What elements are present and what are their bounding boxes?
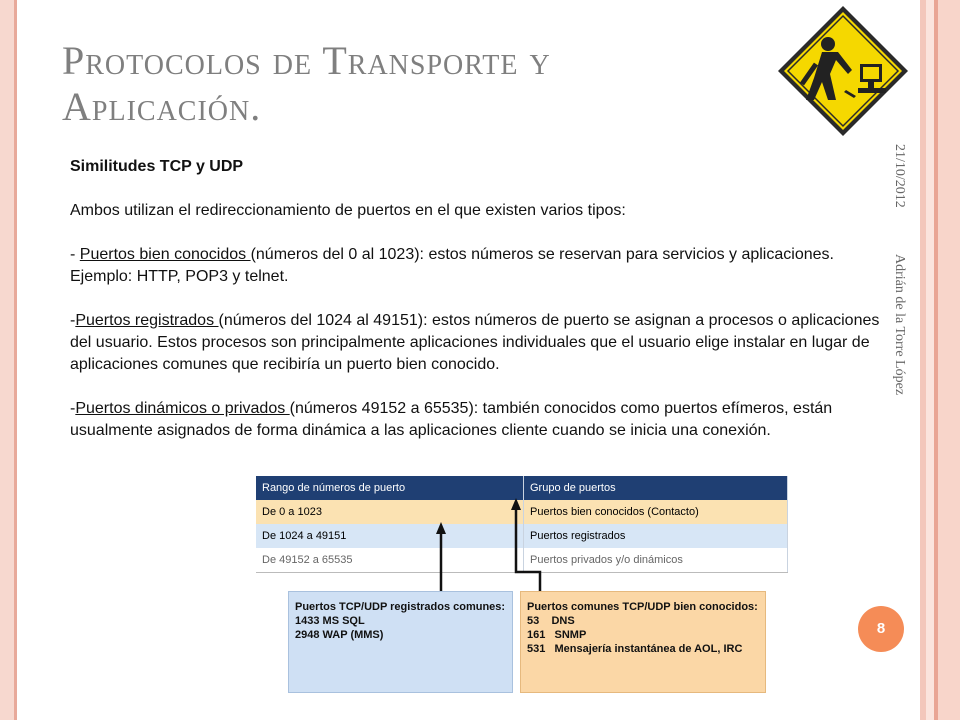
table-cell: Puertos bien conocidos (Contacto): [524, 500, 788, 524]
registered-box-line: 2948 WAP (MMS): [295, 629, 384, 641]
table-cell: De 1024 a 49151: [256, 524, 524, 548]
registered-arrow-head: [436, 522, 446, 534]
well-known-ports-link: Puertos bien conocidos: [79, 246, 251, 263]
p3-prefix: -: [70, 400, 76, 417]
well-known-ports-box: [520, 591, 766, 693]
title-line-2: Aplicación.: [62, 84, 262, 129]
table-cell: De 49152 a 65535: [256, 548, 524, 573]
p2-prefix: -: [70, 312, 76, 329]
well-known-box-title: Puertos comunes TCP/UDP bien conocidos:: [527, 601, 758, 613]
registered-ports-box: [288, 591, 513, 693]
p2-text: (números del 1024 al 49151): estos números de puerto se asignan a procesos o aplicaciones del usuario. Estos procesos son principalmente aplicaciones individuales que el usuario elige instalar en lugar de aplicaciones comunes que recibiría un puerto bien conocido.: [70, 312, 880, 373]
table-header-range: Rango de números de puerto: [256, 476, 524, 500]
table-cell: Puertos privados y/o dinámicos: [524, 548, 788, 573]
dynamic-ports-link: Puertos dinámicos o privados: [75, 400, 290, 417]
well-known-box-line: 53 DNS: [527, 615, 575, 627]
well-known-arrow-line: [516, 508, 540, 591]
section-heading: Similitudes TCP y UDP: [70, 158, 244, 175]
table-cell: De 0 a 1023: [256, 500, 524, 524]
title-line-1: Protocolos de Transporte y: [62, 38, 551, 83]
page-number-badge: 8: [858, 606, 904, 652]
well-known-box-line: 161 SNMP: [527, 629, 587, 641]
slide-date: 21/10/2012: [892, 144, 907, 208]
table-header-group: Grupo de puertos: [524, 476, 788, 500]
registered-box-title: Puertos TCP/UDP registrados comunes:: [295, 601, 506, 613]
p1-prefix: -: [70, 246, 80, 263]
registered-ports-link: Puertos registrados: [75, 312, 219, 329]
intro-text: Ambos utilizan el redireccionamiento de puertos en el que existen varios tipos:: [70, 202, 626, 219]
slide-author: Adrián de la Torre López: [892, 254, 907, 396]
p3-text: (números 49152 a 65535): también conocidos como puertos efímeros, están usualmente asignados de forma dinámica a las aplicaciones cliente cuando se inicia una conexión.: [70, 400, 833, 439]
registered-box-line: 1433 MS SQL: [295, 615, 365, 627]
table-cell: Puertos registrados: [524, 524, 788, 548]
well-known-arrow-head: [511, 498, 521, 510]
well-known-box-line: 531 Mensajería instantánea de AOL, IRC: [527, 643, 743, 655]
p1-text: (números del 0 al 1023): estos números se reservan para servicios y aplicaciones. Ejemplo: HTTP, POP3 y telnet.: [70, 246, 834, 285]
